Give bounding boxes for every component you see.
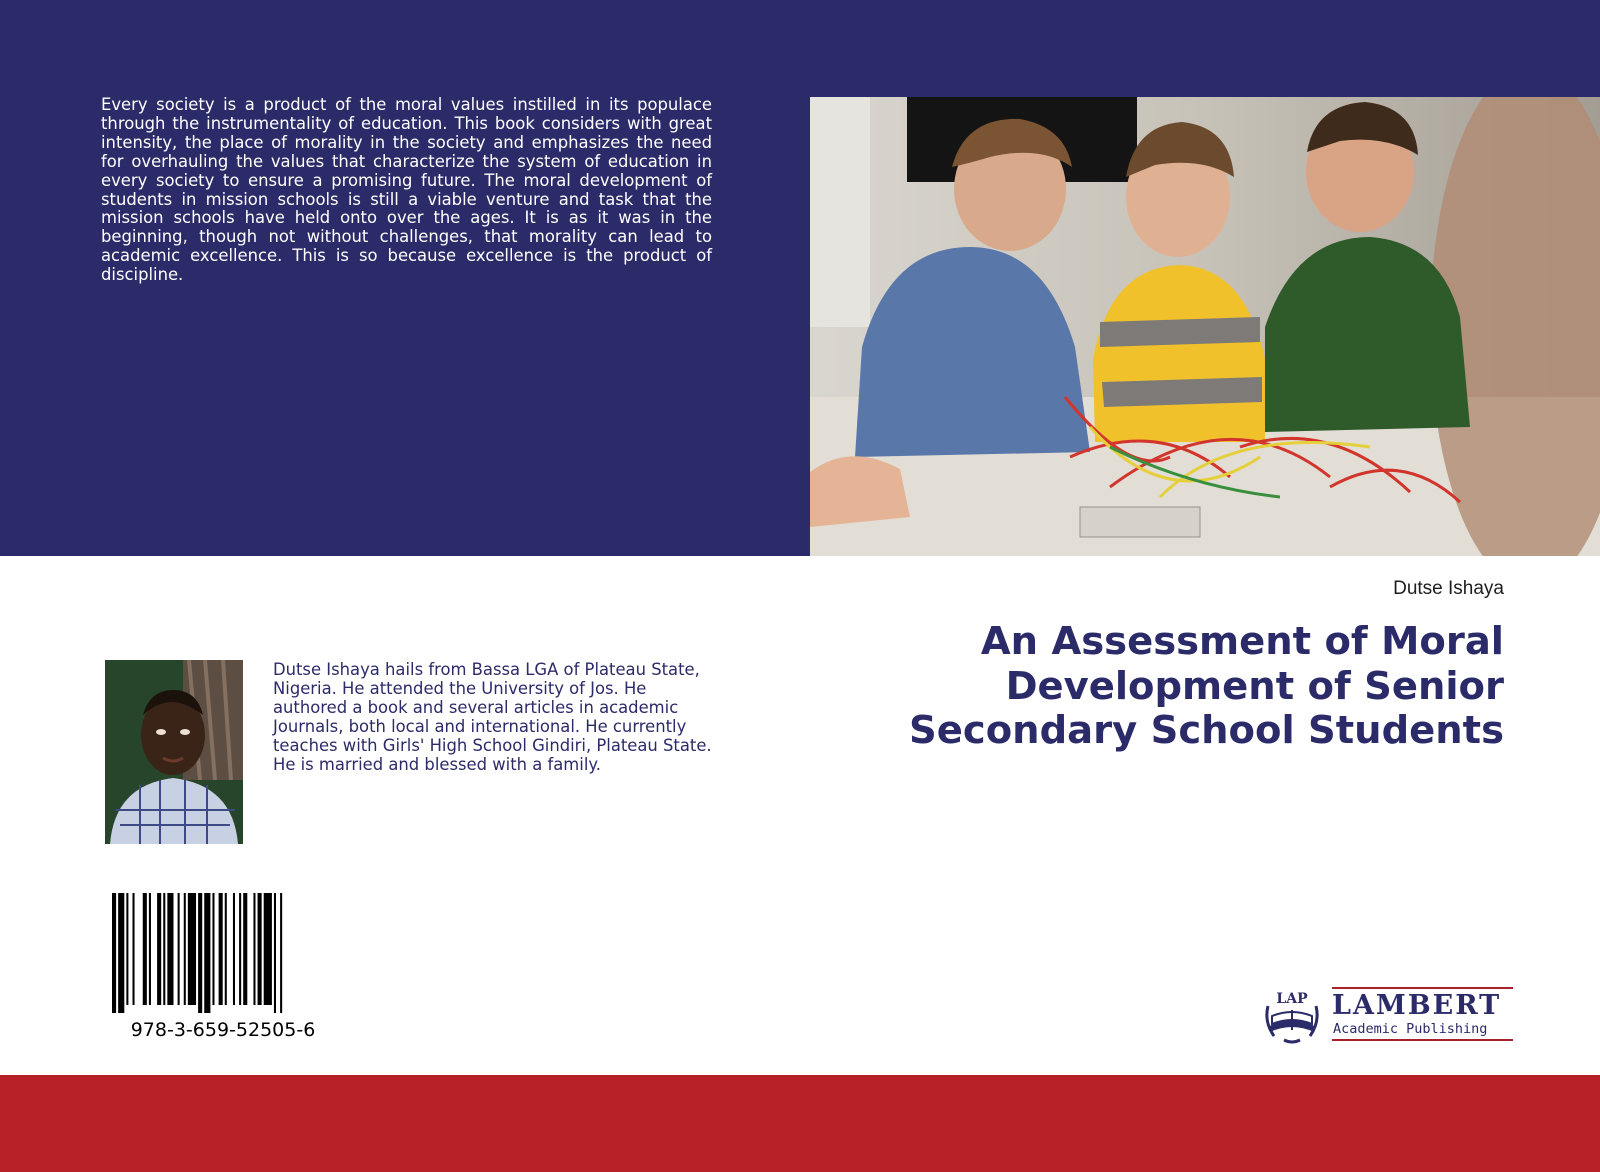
barcode-bar	[212, 893, 214, 1005]
title-line-2: Development of Senior	[1005, 663, 1504, 709]
logo-rule-top	[1332, 987, 1513, 989]
isbn-number: 978-3-659-52505-6	[130, 1019, 316, 1041]
barcode-bar	[274, 893, 276, 1013]
barcode-bar	[112, 893, 116, 1013]
logo-mark-text: LAP	[1276, 991, 1308, 1007]
author-photo	[105, 660, 243, 844]
barcode-bar	[184, 893, 186, 1005]
barcode-bar	[143, 893, 147, 1005]
author-bio: Dutse Ishaya hails from Bassa LGA of Plateau State, Nigeria. He attended the University of Jos. He authored a book and several articles in academic Journals, both local and international. He currently teaches with Girls' High School Gindiri, Plateau State. He is married and blessed with a family.	[273, 660, 712, 774]
barcode-bar	[264, 893, 272, 1005]
barcode-bar	[204, 893, 210, 1013]
barcode-bar	[133, 893, 135, 1005]
author-portrait	[105, 660, 243, 844]
cover-photo	[810, 97, 1600, 556]
barcode-bars	[112, 893, 334, 1013]
book-title	[744, 620, 1504, 754]
open-book-laurel-icon	[1262, 986, 1322, 1046]
barcode-bar	[219, 893, 223, 1005]
barcode-bar	[243, 893, 247, 1005]
barcode-bar	[198, 893, 202, 1013]
title-line-3: Secondary School Students	[909, 708, 1504, 753]
barcode-bar	[163, 893, 165, 1005]
barcode-bar	[178, 893, 180, 1005]
barcode-bar	[239, 893, 241, 1005]
barcode-bar	[188, 893, 196, 1005]
title-line-1: An Assessment of Moral	[980, 619, 1504, 664]
publisher-logo	[1262, 986, 1512, 1046]
publisher-name: LAMBERT	[1332, 990, 1502, 1021]
barcode-bar	[258, 893, 262, 1005]
barcode-bar	[253, 893, 255, 1005]
barcode-bar	[280, 893, 282, 1013]
barcode-bar	[149, 893, 151, 1005]
isbn-barcode	[112, 893, 334, 1013]
barcode-bar	[225, 893, 227, 1005]
publisher-subtitle: Academic Publishing	[1333, 1021, 1488, 1037]
barcode-bar	[157, 893, 161, 1005]
front-author-name: Dutse Ishaya	[1393, 578, 1504, 599]
back-cover-blurb: Every society is a product of the moral values instilled in its populace through the instrumentality of education. This book considers with great intensity, the place of morality in the society and emphasizes the need for overhauling the values that characterize the system of education in every society to ensure a promising future. The moral development of students in mission schools is still a viable venture and task that the mission schools have held onto over the ages. It is as it was in the beginning, though not without challenges, that morality can lead to academic excellence. This is so because excellence is the product of discipline.	[101, 95, 712, 285]
barcode-bar	[233, 893, 235, 1005]
bottom-red-band	[0, 1075, 1600, 1172]
logo-rule-bottom	[1332, 1039, 1513, 1041]
students-with-wires-photo	[810, 97, 1600, 556]
barcode-bar	[126, 893, 128, 1005]
barcode-bar	[167, 893, 173, 1005]
barcode-bar	[118, 893, 124, 1013]
